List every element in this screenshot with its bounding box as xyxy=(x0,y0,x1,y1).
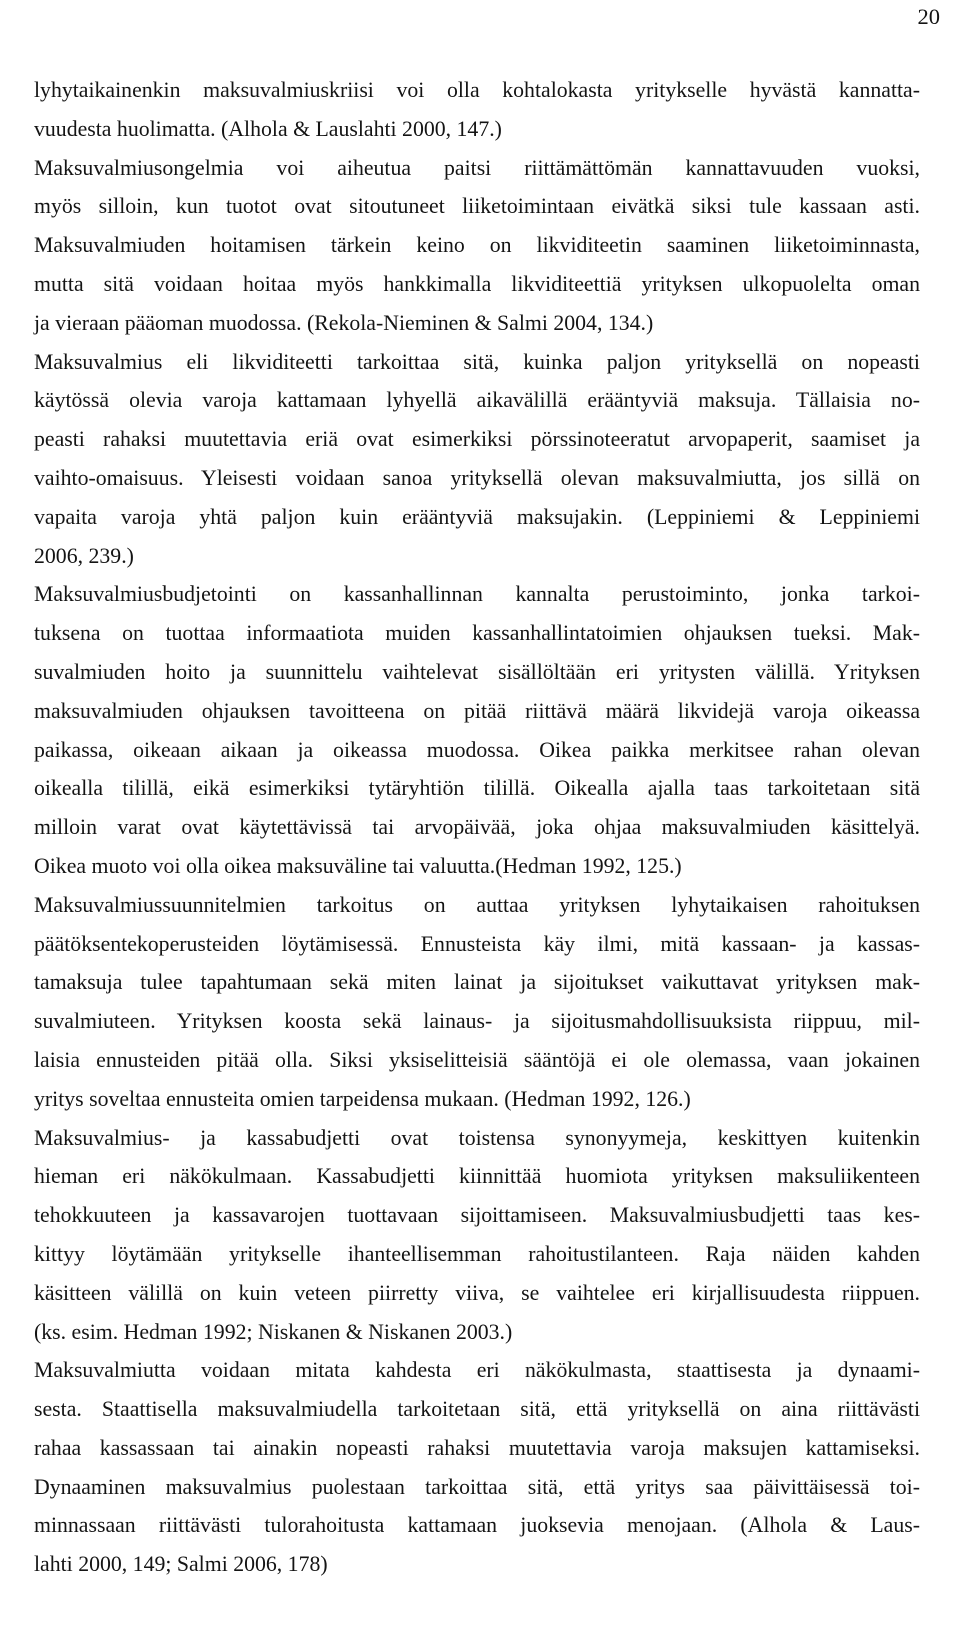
text-line: suvalmiuden hoito ja suunnittelu vaihtelevat sisällöltään eri yritysten välillä. Yrityksen xyxy=(34,659,920,684)
text-line: tamaksuja tulee tapahtumaan sekä miten lainat ja sijoitukset vaikuttavat yrityksen mak- xyxy=(34,970,920,995)
text-line: Dynaaminen maksuvalmius puolestaan tarkoittaa sitä, että yritys saa päivittäisessä toi- xyxy=(34,1474,920,1499)
text-line: Maksuvalmiusongelmia voi aiheutua paitsi riittämättömän kannattavuuden vuoksi, xyxy=(34,155,920,180)
text-line: myös silloin, kun tuotot ovat sitoutuneet liiketoimintaan eivätkä siksi tule kassaan asti. xyxy=(34,194,920,219)
text-line: käsitteen välillä on kuin veteen piirretty viiva, se vaihtelee eri kirjallisuudesta riippuen. xyxy=(34,1280,920,1305)
paragraph xyxy=(34,343,920,576)
text-line: Maksuvalmiutta voidaan mitata kahdesta eri näkökulmasta, staattisesta ja dynaami- xyxy=(34,1358,920,1383)
text-line: laisia ennusteiden pitää olla. Siksi yksiselitteisiä sääntöjä ei ole olemassa, vaan jokainen xyxy=(34,1047,920,1072)
text-line: vuudesta huolimatta. (Alhola & Lauslahti 2000, 147.) xyxy=(34,116,502,141)
text-line: vapaita varoja yhtä paljon kuin erääntyviä maksujakin. (Leppiniemi & Leppiniemi xyxy=(34,504,920,529)
text-line: ja vieraan pääoman muodossa. (Rekola-Nieminen & Salmi 2004, 134.) xyxy=(34,310,654,335)
text-line: vaihto-omaisuus. Yleisesti voidaan sanoa yrityksellä olevan maksuvalmiutta, jos sillä on xyxy=(34,465,920,490)
text-line: suvalmiuteen. Yrityksen koosta sekä lainaus- ja sijoitusmahdollisuuksista riippuu, mil- xyxy=(34,1009,920,1034)
text-line: Maksuvalmius- ja kassabudjetti ovat toistensa synonyymeja, keskittyen kuitenkin xyxy=(34,1125,920,1150)
text-line: lahti 2000, 149; Salmi 2006, 178) xyxy=(34,1552,328,1577)
page-number: 20 xyxy=(917,4,940,29)
text-line: Oikea muoto voi olla oikea maksuväline tai valuutta.(Hedman 1992, 125.) xyxy=(34,853,682,878)
text-line: tehokkuuteen ja kassavarojen tuottavaan sijoittamiseen. Maksuvalmiusbudjetti taas kes- xyxy=(34,1203,920,1228)
text-line: Maksuvalmiuden hoitamisen tärkein keino on likviditeetin saaminen liiketoiminnasta, xyxy=(34,233,920,258)
paragraph xyxy=(34,149,920,343)
text-line: (ks. esim. Hedman 1992; Niskanen & Niskanen 2003.) xyxy=(34,1319,513,1344)
paragraph xyxy=(34,575,920,885)
text-line: maksuvalmiuden ohjauksen tavoitteena on pitää riittävä määrä likvidejä varoja oikeassa xyxy=(34,698,920,723)
text-line: Maksuvalmiussuunnitelmien tarkoitus on auttaa yrityksen lyhytaikaisen rahoituksen xyxy=(34,892,920,917)
text-line: minnassaan riittävästi tulorahoitusta kattamaan juoksevia menojaan. (Alhola & Laus- xyxy=(34,1513,920,1538)
text-line: Maksuvalmiusbudjetointi on kassanhallinnan kannalta perustoiminto, jonka tarkoi- xyxy=(34,582,920,607)
text-line: päätöksentekoperusteiden löytämisessä. Ennusteista käy ilmi, mitä kassaan- ja kassas- xyxy=(34,931,920,956)
text-line: käytössä olevia varoja kattamaan lyhyellä aikavälillä erääntyviä maksuja. Tällaisia no- xyxy=(34,388,920,413)
text-line: hieman eri näkökulmaan. Kassabudjetti kiinnittää huomiota yrityksen maksuliikenteen xyxy=(34,1164,920,1189)
text-line: yritys soveltaa ennusteita omien tarpeidensa mukaan. (Hedman 1992, 126.) xyxy=(34,1086,691,1111)
text-line: kittyy löytämään yritykselle ihanteellisemman rahoitustilanteen. Raja näiden kahden xyxy=(34,1241,920,1266)
text-line: peasti rahaksi muutettavia eriä ovat esimerkiksi pörssinoteeratut arvopaperit, saamiset ja xyxy=(34,427,920,452)
text-line: milloin varat ovat käytettävissä tai arvopäivää, joka ohjaa maksuvalmiuden käsittelyä. xyxy=(34,815,920,840)
paragraph xyxy=(34,886,920,1119)
paragraph xyxy=(34,1119,920,1352)
text-line: paikassa, oikeaan aikaan ja oikeassa muodossa. Oikea paikka merkitsee rahan olevan xyxy=(34,737,920,762)
paragraph xyxy=(34,1351,920,1584)
text-line: sesta. Staattisella maksuvalmiudella tarkoitetaan sitä, että yrityksellä on aina riittävästi xyxy=(34,1397,920,1422)
body-text xyxy=(34,71,920,1584)
paragraph xyxy=(34,71,920,149)
text-line: 2006, 239.) xyxy=(34,543,134,568)
text-line: lyhytaikainenkin maksuvalmiuskriisi voi olla kohtalokasta yritykselle hyvästä kannatta- xyxy=(34,78,920,102)
text-line: Maksuvalmius eli likviditeetti tarkoittaa sitä, kuinka paljon yrityksellä on nopeasti xyxy=(34,349,920,374)
text-line: oikealla tilillä, eikä esimerkiksi tytäryhtiön tilillä. Oikealla ajalla taas tarkoitetaan sitä xyxy=(34,776,920,801)
text-line: rahaa kassassaan tai ainakin nopeasti rahaksi muutettavia varoja maksujen kattamiseksi. xyxy=(34,1435,920,1460)
text-line: tuksena on tuottaa informaatiota muiden kassanhallintatoimien ohjauksen tueksi. Mak- xyxy=(34,621,920,646)
text-line: mutta sitä voidaan hoitaa myös hankkimalla likviditeettiä yrityksen ulkopuolelta oman xyxy=(34,271,920,296)
